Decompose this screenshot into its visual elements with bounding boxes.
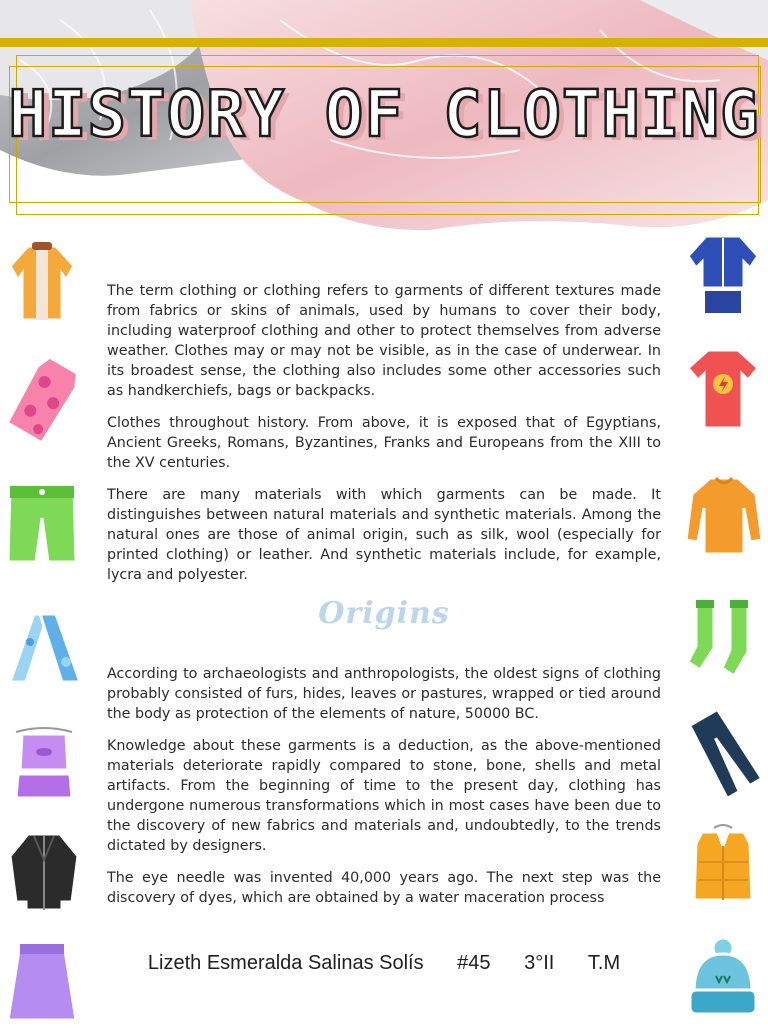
green-shorts-icon bbox=[6, 482, 78, 570]
page-title: HISTORY OF CLOTHING bbox=[8, 78, 760, 152]
paragraph: The term clothing or clothing refers to garments of different textures made from fabrics or skins of animals, used by humans to cover their body, including waterproof clothing and other to protect themselves from adverse weather. Clothes may or may not be visible, as in the case of underwear. In its broadest sense, the clothing also includes some other accessories such as handkerchiefs, bags or backpacks. bbox=[107, 283, 661, 399]
paragraph: There are many materials with which garments can be made. It distinguishes between natural materials and synthetic materials. Among the natural ones are those of animal origin, such as silk, wool (especially for printed clothing) or leather. And synthetic materials include, for example, lycra and polyester. bbox=[107, 487, 661, 583]
gold-header-bar bbox=[0, 38, 768, 47]
purple-outfit-icon bbox=[8, 720, 80, 806]
jacket-icon bbox=[6, 240, 78, 330]
paragraph: According to archaeologists and anthropologists, the oldest signs of clothing probably consisted of furs, hides, leaves or pastures, wrapped or tied around the body as protection of the elements of nature, 50000 BC. bbox=[107, 666, 661, 722]
red-tshirt-icon bbox=[686, 346, 760, 436]
pink-top-icon bbox=[6, 354, 82, 448]
paragraph: Knowledge about these garments is a deduction, as the above-mentioned materials deteriorate rapidly compared to stone, bone, shells and metal artifacts. From the beginning of time to the present day, clothing has undergone numerous transformations which in most cases have been due to the discovery of new fabrics and materials and, undoubtedly, to the trends dictated by designers. bbox=[107, 738, 661, 854]
author-footer bbox=[0, 952, 768, 975]
author-number: #45 bbox=[457, 952, 491, 974]
tracksuit-icon bbox=[686, 232, 760, 320]
author-name: Lizeth Esmeralda Salinas Solís bbox=[147, 952, 424, 974]
paragraph: Clothes throughout history. From above, it is exposed that of Egyptians, Ancient Greeks, Romans, Byzantines, Franks and Europeans from the XIII to the XV centuries. bbox=[107, 415, 661, 471]
origins-heading: Origins bbox=[318, 596, 450, 631]
leather-jacket-icon bbox=[6, 830, 82, 916]
beanie-icon bbox=[686, 936, 760, 1024]
paragraph: The eye needle was invented 40,000 years ago. The next step was the discovery of dyes, which are obtained by a water maceration process bbox=[107, 870, 661, 906]
intro-section bbox=[107, 281, 661, 597]
orange-vest-icon bbox=[686, 822, 760, 910]
origins-section bbox=[107, 664, 661, 920]
orange-sweater-icon bbox=[684, 474, 764, 562]
jeans-icon bbox=[686, 710, 762, 800]
author-group: 3°II bbox=[524, 952, 555, 974]
author-shift: T.M bbox=[587, 952, 621, 974]
